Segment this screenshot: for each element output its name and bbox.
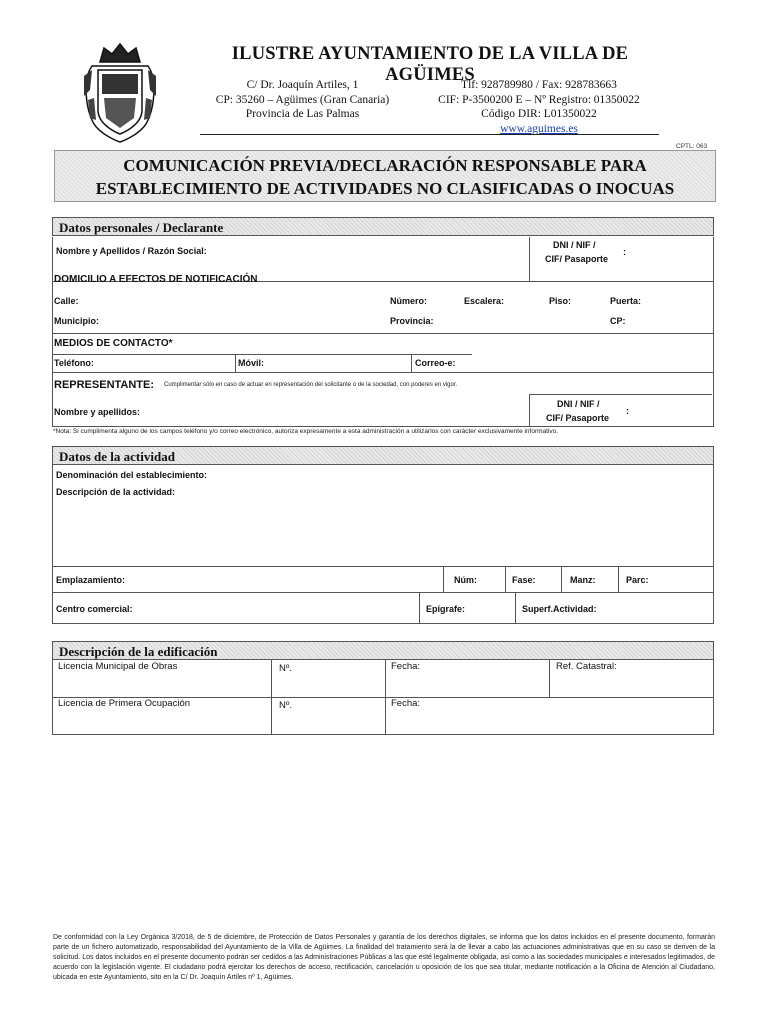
municipality-title: ILUSTRE AYUNTAMIENTO DE LA VILLA DE AGÜIMES: [231, 44, 629, 85]
floor-label[interactable]: Piso:: [549, 296, 572, 306]
address-line: C/ Dr. Joaquín Artiles, 1: [246, 79, 359, 91]
license-date-label[interactable]: Fecha:: [391, 661, 421, 672]
phase-label[interactable]: Fase:: [512, 575, 536, 585]
epigraph-label[interactable]: Epígrafe:: [426, 604, 466, 614]
province-label[interactable]: Provincia:: [390, 316, 434, 326]
license-number-label[interactable]: Nº.: [279, 700, 292, 711]
license-number-label[interactable]: Nº.: [279, 663, 292, 674]
establishment-name-label[interactable]: Denominación del establecimiento:: [56, 470, 208, 480]
website-link[interactable]: www.aguimes.es: [500, 122, 578, 135]
domicile-heading: DOMICILIO A EFECTOS DE NOTIFICACIÓN: [54, 274, 258, 285]
block-label[interactable]: Manz:: [570, 575, 596, 585]
divider: [529, 237, 530, 281]
address-line: CP: 35260 – Agüimes (Gran Canaria): [215, 93, 390, 106]
activity-description-label[interactable]: Descripción de la actividad:: [56, 487, 176, 497]
street-label[interactable]: Calle:: [54, 296, 79, 306]
door-label[interactable]: Puerta:: [610, 296, 642, 306]
divider: [235, 354, 236, 372]
divider: [515, 592, 516, 623]
form-title-line: COMUNICACIÓN PREVIA/DECLARACIÓN RESPONSABLE PARA: [123, 156, 647, 175]
dni-label: CIF/ Pasaporte: [545, 254, 609, 264]
divider: [271, 660, 272, 735]
coat-of-arms-logo: [80, 40, 160, 144]
shopping-center-label[interactable]: Centro comercial:: [56, 604, 133, 614]
form-title: [55, 151, 715, 200]
number-label[interactable]: Número:: [390, 296, 428, 306]
activity-section: [52, 446, 714, 624]
contact-line: Tlf: 928789980 / Fax: 928783663: [461, 79, 617, 91]
form-title-banner: [54, 150, 716, 202]
representative-heading: REPRESENTANTE:: [54, 379, 155, 391]
representative-name-label[interactable]: Nombre y apellidos:: [54, 407, 141, 417]
license-date-label[interactable]: Fecha:: [391, 698, 421, 709]
divider: [52, 592, 714, 593]
email-label[interactable]: Correo-e:: [415, 358, 456, 368]
activity-area-label[interactable]: Superf.Actividad:: [522, 604, 597, 614]
divider: [411, 354, 412, 372]
occupancy-license-label: Licencia de Primera Ocupación: [58, 698, 191, 709]
cadastral-ref-label[interactable]: Ref. Catastral:: [556, 661, 617, 672]
contact-line: CIF: P-3500200 E – Nº Registro: 01350022: [438, 93, 640, 106]
address-box: [52, 281, 714, 334]
divider: [443, 566, 444, 592]
postal-code-label[interactable]: CP:: [610, 316, 626, 326]
colon: :: [626, 406, 629, 416]
municipality-label[interactable]: Municipio:: [54, 316, 99, 326]
divider: [52, 354, 472, 355]
divider: [505, 566, 506, 592]
divider: [52, 566, 714, 567]
building-section: [52, 641, 714, 735]
dni-label: CIF/ Pasaporte: [546, 413, 610, 423]
section-header: Datos personales / Declarante: [52, 217, 714, 236]
divider: [385, 660, 386, 735]
section-header: Datos de la actividad: [52, 446, 714, 465]
divider: [529, 394, 712, 395]
contact-note: *Nota: Si cumplimenta alguno de los campos teléfono y/o correo electrónico, autoriza expresamente a esta administración a utilizarlos con carácter exclusivamente informativo.: [53, 428, 559, 435]
plot-label[interactable]: Parc:: [626, 575, 649, 585]
name-label: Nombre y Apellidos / Razón Social:: [56, 246, 207, 256]
data-protection-notice: De conformidad con la Ley Orgánica 3/2018, de 5 de diciembre, de Protección de Datos Personales y garantía de los derechos digitales, se informa que los datos incluidos en el presente documento, formarán parte de un fichero automatizado, responsabilidad del Ayuntamiento de la Villa de Agüimes. La finalidad del tratamiento será la de llevar a cabo las actuaciones administrativas que en su caso se deriven de la solicitud. Los datos incluidos en el presente documento podrán ser cedidos a las Administraciones Públicas a las que esté legalmente obligada, así como a las sociedades municipales e interesados legitimados, de acuerdo con la legislación vigente. El ciudadano podrá ejercitar los derechos de acceso, rectificación, cancelación u oposición de los que sea titular, mediante notificación a la Oficina de Atención al Ciudadano, ubicada en este Ayuntamiento, sito en la C/ Dr. Joaquín Artiles nº 1, Agüimes.: [53, 934, 715, 981]
divider: [419, 592, 420, 623]
dni-label: DNI / NIF /: [553, 240, 596, 250]
form-title-line: ESTABLECIMIENTO DE ACTIVIDADES NO CLASIFICADAS O INOCUAS: [95, 179, 675, 198]
divider: [618, 566, 619, 592]
divider: [529, 394, 530, 426]
colon: :: [623, 247, 626, 257]
divider: [561, 566, 562, 592]
divider: [549, 660, 550, 697]
address-line: Provincia de Las Palmas: [245, 108, 360, 120]
location-label[interactable]: Emplazamiento:: [56, 575, 126, 585]
contact-block: [420, 78, 658, 136]
header-divider: [200, 134, 659, 135]
contact-line: Código DIR: L01350022: [481, 108, 597, 120]
phone-label[interactable]: Teléfono:: [54, 358, 94, 368]
address-block: [200, 78, 405, 122]
dni-label: DNI / NIF /: [557, 399, 600, 409]
personal-data-section: [52, 217, 714, 440]
building-license-label: Licencia Municipal de Obras: [58, 661, 178, 672]
representative-note: Cumplimentar sólo en caso de actuar en representación del solicitante o de la sociedad, con poderes en vigor.: [164, 382, 458, 388]
staircase-label[interactable]: Escalera:: [464, 296, 505, 306]
form-code: CPTL: 063: [676, 143, 708, 150]
mobile-label[interactable]: Móvil:: [238, 358, 264, 368]
number-label[interactable]: Núm:: [454, 575, 477, 585]
section-header: Descripción de la edificación: [52, 641, 714, 660]
contact-heading: MEDIOS DE CONTACTO*: [54, 338, 173, 349]
